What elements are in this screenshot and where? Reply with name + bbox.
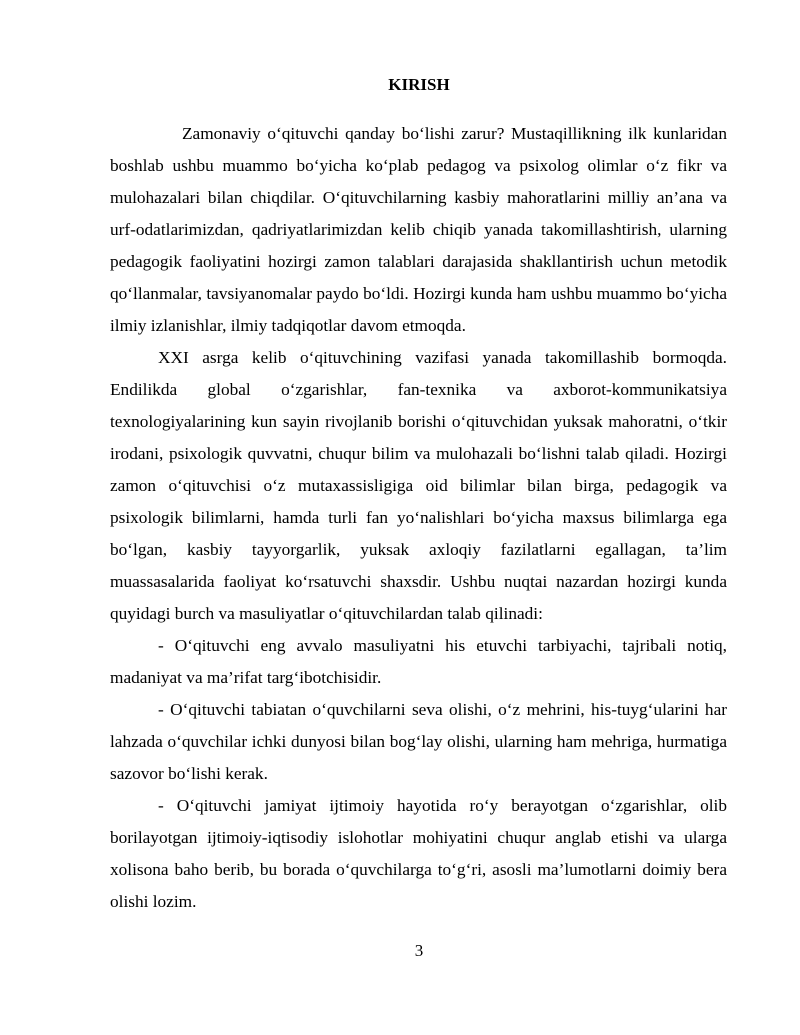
list-item-duty-1: - O‘qituvchi eng avvalo masuliyatni his etuvchi tarbiyachi, tajribali notiq, madaniyat va ma’rifat targ‘ibotchisidir. <box>110 636 727 687</box>
paragraph-intro: Zamonaviy o‘qituvchi qanday bo‘lishi zarur? Mustaqillikning ilk kunlaridan boshlab ushbu muammo bo‘yicha ko‘plab pedagog va psixolog olimlar o‘z fikr va mulohazalari bilan chiqdilar. O‘qituvchilarning kasbiy mahoratlarini milliy an’ana va urf-odatlarimizdan, qadriyatlarimizdan kelib chiqib yanada takomillashtirish, ularning pedagogik faoliyatini hozirgi zamon talablari darajasida shakllantirish uchun metodik qo‘llanmalar, tavsiyanomalar paydo bo‘ldi. Hozirgi kunda ham ushbu muammo bo‘yicha ilmiy izlanishlar, ilmiy tadqiqotlar davom etmoqda. <box>110 124 727 335</box>
paragraph-xxi-century: XXI asrga kelib o‘qituvchining vazifasi yanada takomillashib bormoqda. Endilikda global o‘zgarishlar, fan-texnika va axborot-kommunikatsiya texnologiyalarining kun sayin rivojlanib borishi o‘qituvchidan yuksak mahoratni, o‘tkir irodani, psixologik quvvatni, chuqur bilim va mulohazali bo‘lishni talab qiladi. Hozirgi zamon o‘qituvchisi o‘z mutaxassisligiga oid bilimlar bilan birga, pedagogik va psixologik bilimlarni, hamda turli fan yo‘nalishlari bo‘yicha maxsus bilimlarga ega bo‘lgan, kasbiy tayyorgarlik, yuksak axloqiy fazilatlarni egallagan, ta’lim muassasalarida faoliyat ko‘rsatuvchi shaxsdir. Ushbu nuqtai nazardan hozirgi kunda quyidagi burch va masuliyatlar o‘qituvchilardan talab qilinadi: <box>110 348 727 623</box>
list-item-duty-2: - O‘qituvchi tabiatan o‘quvchilarni seva olishi, o‘z mehrini, his-tuyg‘ularini har lahzada o‘quvchilar ichki dunyosi bilan bog‘lay olishi, ularning ham mehriga, hurmatiga sazovor bo‘lishi kerak. <box>110 700 727 783</box>
section-title: KIRISH <box>388 75 450 94</box>
body-text <box>110 118 727 918</box>
page-number: 3 <box>414 941 424 960</box>
list-item-duty-3: - O‘qituvchi jamiyat ijtimoiy hayotida ro‘y berayotgan o‘zgarishlar, olib borilayotgan ijtimoiy-iqtisodiy islohotlar mohiyatini chuqur anglab etishi va ularga xolisona baho berib, bu borada o‘quvchilarga to‘g‘ri, asosli ma’lumotlarni doimiy bera olishi lozim. <box>110 796 727 911</box>
